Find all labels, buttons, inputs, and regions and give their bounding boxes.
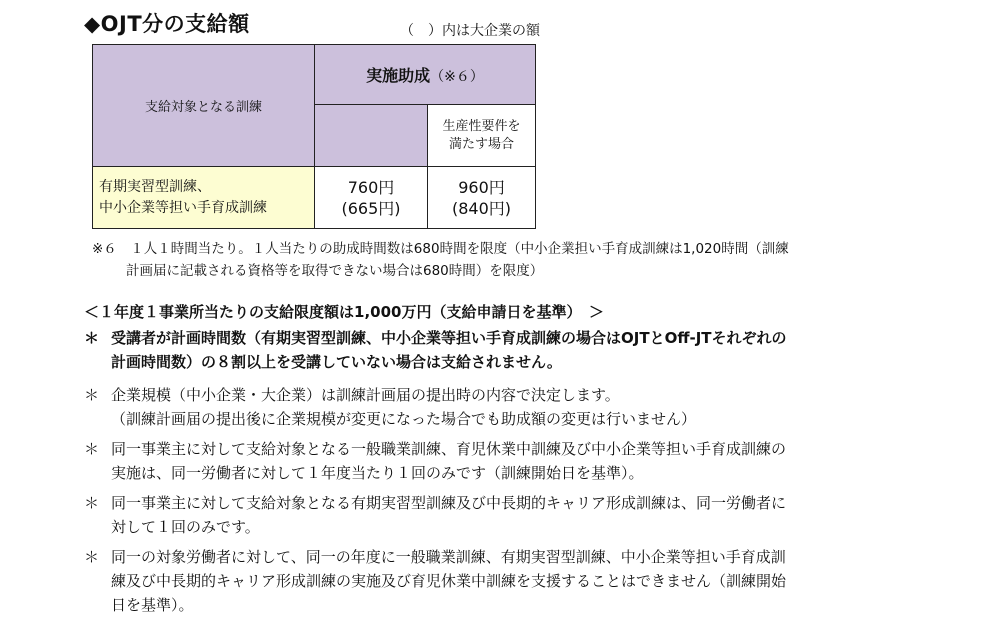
course-line1: 有期実習型訓練、 [99,178,211,195]
bullet-line: 実施は、同一労働者に対して１年度当たり１回のみです（訓練開始日を基準）。 [111,464,644,482]
productivity-line1: 生産性要件を [442,118,521,134]
course-cell [93,167,315,229]
grant-table [92,44,536,229]
base-amount-cell [315,167,428,229]
jisshi-ref: （※６） [430,69,484,86]
footnote-line2: 計画届に記載される資格等を取得できない場合は680時間）を限度） [126,263,544,279]
bullet-line: 受講者が計画時間数（有期実習型訓練、中小企業等担い手育成訓練の場合はOJTとOff-JTそれぞれの [111,329,787,347]
bullet-line: （訓練計画届の提出後に企業規模が変更になった場合でも助成額の変更は行いません） [111,410,697,428]
productivity-line2: 満たす場合 [448,136,514,152]
asterisk-mark: ＊ [84,329,100,347]
base-large-amount: (665円) [341,198,401,218]
jisshi-label: 実施助成 [366,66,431,86]
bullet-line: 対して１回のみです。 [111,518,260,536]
bullet-item [84,545,786,617]
payment-limit-heading: ＜１年度１事業所当たりの支給限度額は1,000万円（支給申請日を基準） ＞ [84,303,604,321]
asterisk-mark: ＊ [84,440,100,458]
bullet-line: 企業規模（中小企業・大企業）は訓練計画届の提出時の内容で決定します。 [111,386,620,404]
footnote-line1: ※６ １人１時間当たり。１人当たりの助成時間数は680時間を限度（中小企業担い手育成訓練は1,020時間（訓練 [92,241,789,257]
bullet-line: 計画時間数）の８割以上を受講していない場合は支給されません。 [111,353,562,371]
base-amount: 760円 [347,177,395,197]
jisshi-header [315,45,536,105]
bullet-item [84,383,696,431]
target-training-header: 支給対象となる訓練 [93,45,315,167]
asterisk-mark: ＊ [84,386,100,404]
footnote [92,238,789,282]
productivity-amount-cell [428,167,536,229]
bullet-item [84,326,787,374]
bullet-line: 同一事業主に対して支給対象となる有期実習型訓練及び中長期的キャリア形成訓練は、同一労働者に [111,494,787,512]
large-company-note: （ ）内は大企業の額 [400,23,540,39]
bullet-line: 日を基準）。 [111,596,194,614]
course-line2: 中小企業等担い手育成訓練 [99,199,267,216]
productivity-header [428,105,536,167]
asterisk-mark: ＊ [84,548,100,566]
asterisk-mark: ＊ [84,494,100,512]
blank-cell [315,105,428,167]
productivity-amount: 960円 [458,177,505,197]
bullet-line: 同一事業主に対して支給対象となる一般職業訓練、育児休業中訓練及び中小企業等担い手育成訓練の [111,440,787,458]
bullet-line: 練及び中長期的キャリア形成訓練の実施及び育児休業中訓練を支援することはできません（訓練開始 [111,572,787,590]
bullet-item [84,437,786,485]
bullet-item [84,491,786,539]
bullet-line: 同一の対象労働者に対して、同一の年度に一般職業訓練、有期実習型訓練、中小企業等担い手育成訓 [111,548,786,566]
productivity-large-amount: (840円) [451,198,512,218]
section-title: ◆OJT分の支給額 [84,12,250,36]
